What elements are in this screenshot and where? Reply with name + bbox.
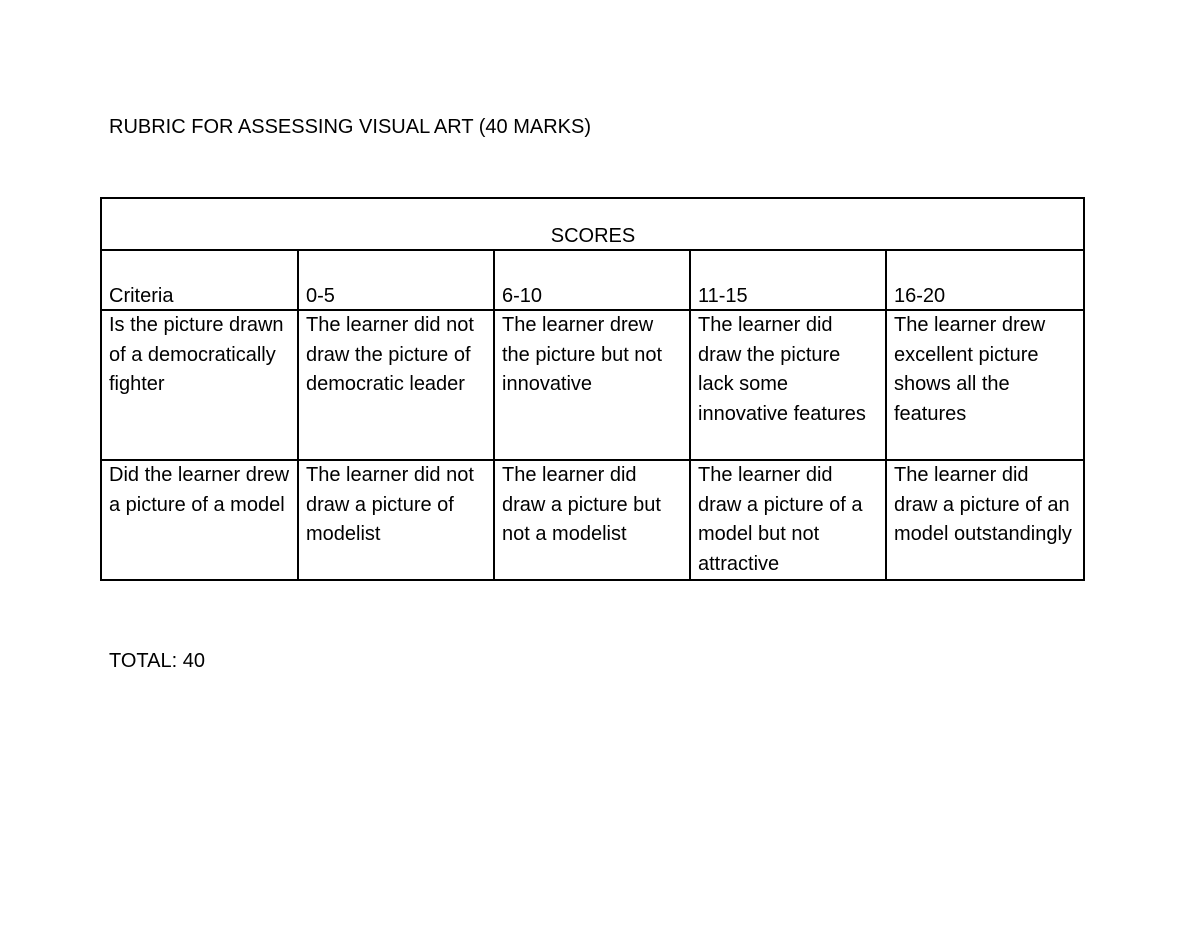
score-cell: The learner did draw the picture lack some innovative features: [690, 310, 886, 460]
score-cell: The learner did not draw the picture of democratic leader: [298, 310, 494, 460]
criteria-cell: Is the picture drawn of a democratically fighter: [101, 310, 298, 460]
column-header-11-15: 11-15: [690, 250, 886, 310]
table-row: [101, 460, 1084, 580]
column-header-16-20: 16-20: [886, 250, 1084, 310]
score-cell: The learner drew excellent picture shows all the features: [886, 310, 1084, 460]
column-header-criteria: Criteria: [101, 250, 298, 310]
score-cell: The learner did not draw a picture of modelist: [298, 460, 494, 580]
column-header-0-5: 0-5: [298, 250, 494, 310]
table-row: [101, 310, 1084, 460]
document-title: RUBRIC FOR ASSESSING VISUAL ART (40 MARKS): [109, 116, 591, 138]
score-cell: The learner did draw a picture but not a modelist: [494, 460, 690, 580]
score-cell: The learner did draw a picture of a model but not attractive: [690, 460, 886, 580]
rubric-table: [100, 197, 1085, 581]
column-header-6-10: 6-10: [494, 250, 690, 310]
scores-header-row: [101, 198, 1084, 250]
column-header-row: [101, 250, 1084, 310]
criteria-cell: Did the learner drew a picture of a model: [101, 460, 298, 580]
scores-header: SCORES: [101, 198, 1084, 250]
total-marks: TOTAL: 40: [109, 650, 205, 672]
score-cell: The learner drew the picture but not innovative: [494, 310, 690, 460]
score-cell: The learner did draw a picture of an model outstandingly: [886, 460, 1084, 580]
